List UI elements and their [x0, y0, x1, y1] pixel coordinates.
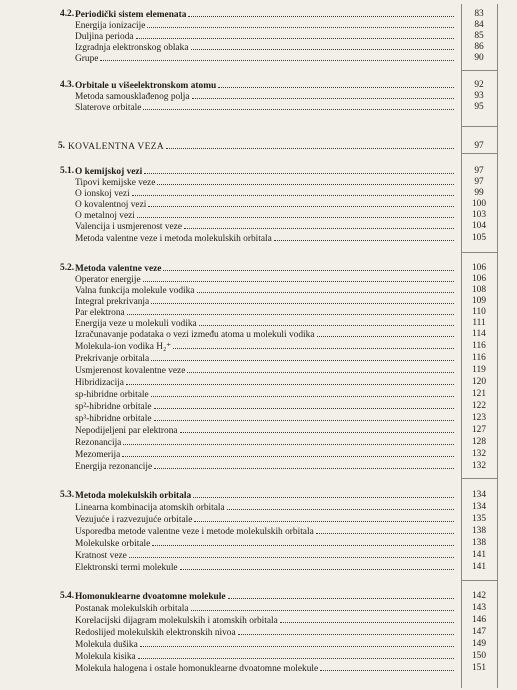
- toc-entry: [0, 538, 517, 549]
- entry-title: Energija ionizacije: [75, 21, 146, 31]
- toc-entry: [0, 102, 517, 113]
- toc-entry: [0, 526, 517, 537]
- entry-title: Nepodijeljeni par elektrona: [75, 426, 178, 436]
- toc-entry: [0, 550, 517, 561]
- toc-section-heading: [0, 591, 517, 602]
- toc-entry: [0, 307, 517, 318]
- entry-title: O kemijskoj vezi: [75, 167, 143, 177]
- page-number: 97: [474, 141, 484, 151]
- dot-leader: [316, 526, 454, 534]
- toc-entry: [0, 42, 517, 53]
- entry-title: Grupe: [75, 54, 99, 64]
- dot-leader: [157, 177, 454, 185]
- dot-leader: [154, 413, 455, 421]
- entry-title: Mezomerija: [75, 450, 121, 460]
- toc-section-heading: [0, 263, 517, 274]
- page-number: 134: [471, 490, 487, 500]
- dot-leader: [193, 490, 454, 498]
- dot-leader: [180, 425, 454, 433]
- entry-title: Integral prekrivanja: [75, 297, 150, 307]
- page-number: 97: [474, 166, 484, 176]
- toc-chapter: [0, 141, 517, 152]
- section-number: 5.1.: [60, 166, 75, 176]
- toc-entry: [0, 627, 517, 638]
- toc-entry: [0, 177, 517, 188]
- page-number: 116: [472, 341, 486, 351]
- page-number: 116: [472, 353, 486, 363]
- toc-entry: [0, 377, 517, 388]
- page-number: 127: [471, 425, 487, 435]
- entry-title: Homonuklearne dvoatomne molekule: [75, 592, 226, 602]
- toc-entry: [0, 562, 517, 573]
- page-column-separator: [461, 580, 498, 581]
- dot-leader: [191, 603, 454, 611]
- dot-leader: [317, 329, 455, 337]
- dot-leader: [238, 627, 454, 635]
- section-number: 5.2.: [60, 263, 75, 273]
- dot-leader: [199, 318, 454, 326]
- page-number: 119: [472, 365, 486, 375]
- toc-entry: [0, 20, 517, 31]
- toc-entry: [0, 233, 517, 244]
- toc-entry: [0, 329, 517, 340]
- page-column-separator: [461, 126, 498, 127]
- entry-title: Periodički sistem elemenata: [75, 10, 187, 20]
- toc-entry: [0, 53, 517, 64]
- toc-entry: [0, 341, 517, 352]
- entry-title: Energija veze u molekuli vodika: [75, 319, 197, 329]
- section-number: 4.2.: [60, 9, 75, 19]
- page-number: 100: [471, 199, 487, 209]
- toc-entry: [0, 91, 517, 102]
- dot-leader: [100, 53, 454, 61]
- page-number: 143: [471, 603, 487, 613]
- dot-leader: [148, 199, 454, 207]
- entry-title: Metoda molekulskih orbitala: [75, 491, 192, 501]
- entry-title: Rezonancija: [75, 438, 122, 448]
- toc-entry: [0, 221, 517, 232]
- page-number: 110: [472, 307, 486, 317]
- dot-leader: [154, 401, 455, 409]
- page-number: 142: [471, 591, 487, 601]
- dot-leader: [280, 615, 454, 623]
- entry-title: Linearna kombinacija atomskih orbitala: [75, 503, 225, 513]
- dot-leader: [218, 80, 454, 88]
- toc-entry: [0, 449, 517, 460]
- dot-leader: [151, 296, 454, 304]
- entry-title: Usporedba metode valentne veze i metode molekulskih orbitala: [75, 527, 314, 537]
- entry-title: Izračunavanje podataka o vezi između atoma u molekuli vodika: [75, 330, 315, 340]
- page-number: 151: [471, 663, 487, 673]
- page-number: 86: [474, 42, 484, 52]
- entry-title: Energija rezonancije: [75, 462, 153, 472]
- toc-section-heading: [0, 166, 517, 177]
- dot-leader: [132, 188, 454, 196]
- page-number: 85: [474, 31, 484, 41]
- toc-entry: [0, 365, 517, 376]
- page-number: 138: [471, 526, 487, 536]
- toc-entry: [0, 401, 517, 412]
- entry-title: Molekula halogena i ostale homonuklearne dvoatomne molekule: [75, 664, 319, 674]
- dot-leader: [151, 353, 454, 361]
- section-number: 5.: [57, 141, 65, 151]
- dot-leader: [227, 502, 454, 510]
- toc-entry: [0, 199, 517, 210]
- entry-title: Operator energije: [75, 275, 141, 285]
- dot-leader: [129, 550, 454, 558]
- entry-title: Tipovi kemijske veze: [75, 178, 156, 188]
- toc-entry: [0, 31, 517, 42]
- toc-entry: [0, 663, 517, 674]
- entry-title: O metalnoj vezi: [75, 211, 135, 221]
- dot-leader: [126, 377, 454, 385]
- dot-leader: [143, 102, 454, 110]
- page-number: 84: [474, 20, 484, 30]
- page-column-separator: [461, 70, 498, 71]
- toc-entry: [0, 296, 517, 307]
- entry-title: Orbitale u višeelektronskom atomu: [75, 81, 217, 91]
- dot-leader: [192, 91, 454, 99]
- entry-title: Vezujuće i razvezujuće orbitale: [75, 515, 193, 525]
- dot-leader: [274, 233, 454, 241]
- page-number: 149: [471, 639, 487, 649]
- entry-title: Duljina perioda: [75, 32, 134, 42]
- dot-leader: [137, 210, 454, 218]
- dot-leader: [194, 514, 454, 522]
- section-number: 5.4.: [60, 591, 75, 601]
- dot-leader: [122, 449, 454, 457]
- dot-leader: [188, 9, 454, 17]
- page-number: 114: [472, 329, 486, 339]
- dot-leader: [187, 365, 454, 373]
- toc-entry: [0, 514, 517, 525]
- section-number: 4.3.: [60, 80, 75, 90]
- entry-title: Molekula kisika: [75, 652, 136, 662]
- entry-title: Molekulske orbitale: [75, 539, 151, 549]
- dot-leader: [154, 461, 454, 469]
- entry-title: KOVALENTNA VEZA: [68, 142, 165, 152]
- entry-title: Elektronski termi molekule: [75, 563, 178, 573]
- entry-title: O kovalentnoj vezi: [75, 200, 147, 210]
- page-number: 132: [471, 449, 487, 459]
- dot-leader: [123, 437, 454, 445]
- page-column-separator: [461, 153, 498, 154]
- page-number: 105: [471, 233, 487, 243]
- entry-title: Prekrivanje orbitala: [75, 354, 150, 364]
- toc-entry: [0, 210, 517, 221]
- page-number: 99: [474, 188, 484, 198]
- entry-title: Valna funkcija molekule vodika: [75, 286, 195, 296]
- entry-title: Izgradnja elektronskog oblaka: [75, 43, 189, 53]
- toc-entry: [0, 502, 517, 513]
- page-number: 141: [471, 550, 487, 560]
- page-number: 128: [471, 437, 487, 447]
- entry-title: Korelacijski dijagram molekulskih i atomskih orbitala: [75, 616, 278, 626]
- dot-leader: [140, 639, 454, 647]
- dot-leader: [127, 307, 454, 315]
- dot-leader: [151, 389, 454, 397]
- page-number: 104: [471, 221, 487, 231]
- toc-entry: [0, 389, 517, 400]
- toc-entry: [0, 639, 517, 650]
- page-number: 90: [474, 53, 484, 63]
- toc-entry: [0, 603, 517, 614]
- dot-leader: [136, 31, 454, 39]
- entry-title: Postanak molekulskih orbitala: [75, 604, 189, 614]
- page-number: 135: [471, 514, 487, 524]
- page-number: 106: [471, 274, 487, 284]
- dot-leader: [180, 562, 454, 570]
- entry-title: Hibridizacija: [75, 378, 124, 388]
- page-number: 120: [471, 377, 487, 387]
- dot-leader: [191, 42, 455, 50]
- page-number: 108: [471, 285, 487, 295]
- dot-leader: [152, 538, 454, 546]
- toc-section-heading: [0, 80, 517, 91]
- dot-leader: [138, 651, 454, 659]
- page-number: 138: [471, 538, 487, 548]
- toc-entry: [0, 188, 517, 199]
- entry-title: sp-hibridne orbitale: [75, 390, 149, 400]
- toc-entry: [0, 353, 517, 364]
- entry-title: Molekula dušika: [75, 640, 138, 650]
- dot-leader: [197, 285, 455, 293]
- dot-leader: [228, 591, 454, 599]
- dot-leader: [320, 663, 454, 671]
- page-number: 83: [474, 9, 484, 19]
- dot-leader: [147, 20, 454, 28]
- toc-entry: [0, 285, 517, 296]
- toc-entry: [0, 461, 517, 472]
- page-number: 132: [471, 461, 487, 471]
- page-number: 95: [474, 102, 484, 112]
- entry-title: Valencija i usmjerenost veze: [75, 222, 182, 232]
- dot-leader: [163, 263, 454, 271]
- dot-leader: [143, 274, 454, 282]
- page-number: 123: [471, 413, 487, 423]
- dot-leader: [184, 221, 454, 229]
- toc-entry: [0, 274, 517, 285]
- page-number: 111: [472, 318, 486, 328]
- page-number: 93: [474, 91, 484, 101]
- entry-title: Slaterove orbitale: [75, 103, 142, 113]
- entry-title: Metoda samousklađenog polja: [75, 92, 190, 102]
- page-number: 103: [471, 210, 487, 220]
- entry-title: O ionskoj vezi: [75, 189, 130, 199]
- dot-leader: [166, 141, 454, 149]
- page-number: 150: [471, 651, 487, 661]
- page-column-separator: [461, 252, 498, 253]
- toc-entry: [0, 615, 517, 626]
- entry-title: Molekula-ion vodika H₂⁺: [75, 342, 172, 352]
- entry-title: Par elektrona: [75, 308, 125, 318]
- page-number: 92: [474, 80, 484, 90]
- page-number: 122: [471, 401, 487, 411]
- dot-leader: [173, 341, 454, 349]
- entry-title: Usmjerenost kovalentne veze: [75, 366, 186, 376]
- entry-title: Metoda valentne veze: [75, 264, 162, 274]
- page-number: 141: [471, 562, 487, 572]
- page-number: 146: [471, 615, 487, 625]
- toc-entry: [0, 651, 517, 662]
- page-number: 134: [471, 502, 487, 512]
- page-number: 97: [474, 177, 484, 187]
- toc-section-heading: [0, 9, 517, 20]
- page-number: 121: [471, 389, 487, 399]
- toc-entry: [0, 413, 517, 424]
- page-number: 109: [471, 296, 487, 306]
- entry-title: Metoda valentne veze i metoda molekulskih orbitala: [75, 234, 272, 244]
- toc-entry: [0, 425, 517, 436]
- toc-entry: [0, 318, 517, 329]
- entry-title: sp³-hibridne orbitale: [75, 414, 152, 424]
- section-number: 5.3.: [60, 490, 75, 500]
- toc-entry: [0, 437, 517, 448]
- entry-title: Kratnost veze: [75, 551, 127, 561]
- entry-title: sp²-hibridne orbitale: [75, 402, 152, 412]
- toc-section-heading: [0, 490, 517, 501]
- page-number: 106: [471, 263, 487, 273]
- entry-title: Redoslijed molekulskih elektronskih nivoa: [75, 628, 236, 638]
- page-number: 147: [471, 627, 487, 637]
- page-column-separator: [461, 478, 498, 479]
- dot-leader: [144, 166, 454, 174]
